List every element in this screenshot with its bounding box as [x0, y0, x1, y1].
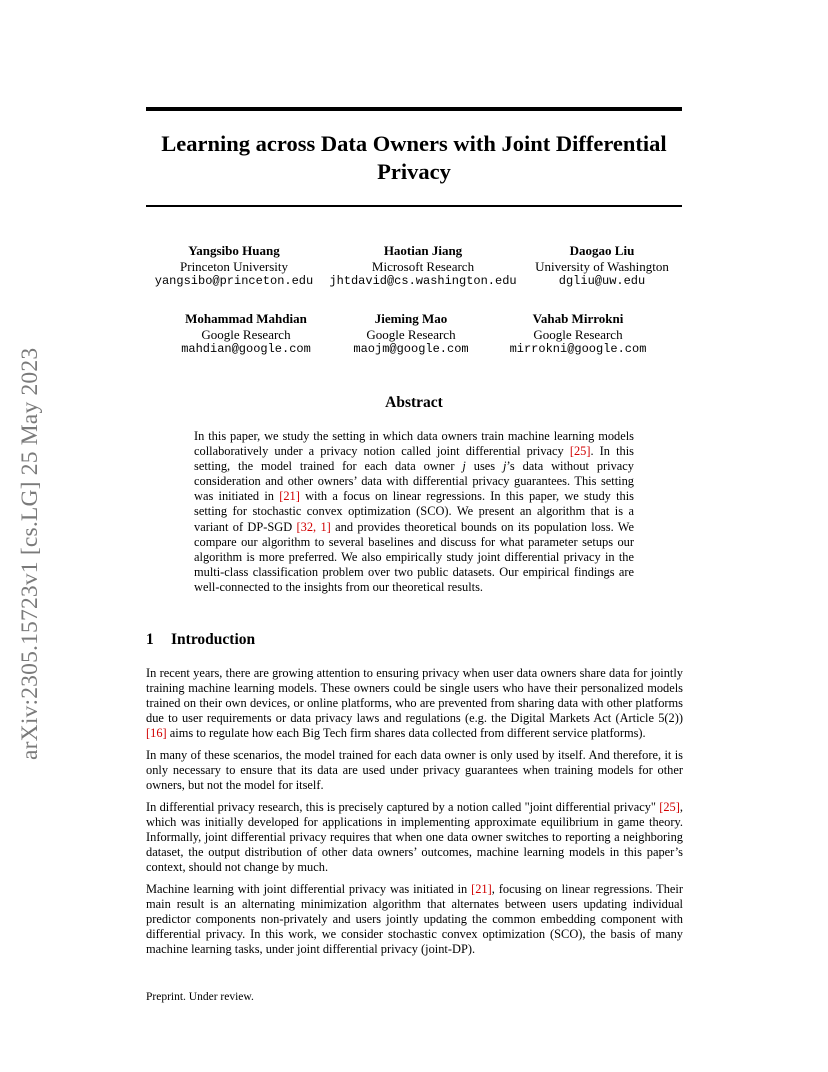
- paragraph: In many of these scenarios, the model trained for each data owner is only used by itself. And therefore, it is only necessary to ensure that its data are used under privacy guarantees when training models for other owners, but not the model for itself.: [146, 747, 683, 793]
- title-line-2: Privacy: [377, 159, 451, 184]
- author-name: Jieming Mao: [374, 311, 448, 326]
- author-email: mahdian@google.com: [181, 342, 311, 356]
- author-email: jhtdavid@cs.washington.edu: [329, 274, 517, 288]
- abstract-text: In this paper, we study the setting in which data owners train machine learning models collaboratively under a privacy notion called joint differential privacy [25]. In this setting, the model trained for each data owner j uses j’s data without privacy consideration and other owners’ data with differential privacy guarantees. This setting was initiated in [21] with a focus on linear regressions. In this paper, we study this setting for stochastic convex optimization (SCO). We present an algorithm that is a variant of DP-SGD [32, 1] and provides theoretical bounds on its population loss. We compare our algorithm to several baselines and discuss for what parameter setups our algorithm is more preferred. We also empirically study joint differential privacy in the multi-class classification problem over two public datasets. Our empirical findings are well-connected to the insights from our theoretical results.: [194, 429, 634, 594]
- title-rule: [146, 205, 682, 207]
- paper-title: [146, 130, 682, 186]
- citation-link[interactable]: [16]: [146, 726, 167, 741]
- author-affiliation: University of Washington: [535, 258, 669, 274]
- section-body: [146, 666, 683, 964]
- author-name: Daogao Liu: [569, 243, 635, 258]
- section-title: Introduction: [171, 631, 256, 648]
- author-email: maojm@google.com: [353, 342, 469, 356]
- author-block: [502, 243, 702, 290]
- author-name: Haotian Jiang: [383, 243, 463, 258]
- citation-link[interactable]: [21]: [279, 489, 300, 504]
- author-affiliation: Google Research: [201, 326, 291, 342]
- arxiv-identifier: arXiv:2305.15723v1 [cs.LG] 25 May 2023: [17, 347, 43, 760]
- author-name: Vahab Mirrokni: [532, 311, 624, 326]
- author-affiliation: Google Research: [533, 326, 623, 342]
- author-block: [478, 311, 678, 358]
- section-heading: [146, 631, 255, 649]
- author-email: dgliu@uw.edu: [558, 274, 646, 288]
- citation-link[interactable]: [25]: [659, 799, 680, 814]
- author-block: [323, 243, 523, 290]
- author-email: mirrokni@google.com: [509, 342, 647, 356]
- top-rule: [146, 107, 682, 111]
- citation-link[interactable]: [21]: [471, 881, 492, 896]
- paragraph: In differential privacy research, this is precisely captured by a notion called "joint differential privacy" [25], which was initially developed for applications in implementing approximate equilibrium in game theory. Informally, joint differential privacy requires that when one data owner switches to reporting a neighboring dataset, the output distribution of other data owners’ outcomes, machine learning models in this paper’s context, should not change by much.: [146, 799, 683, 875]
- author-affiliation: Princeton University: [180, 258, 288, 274]
- footer-note: Preprint. Under review.: [146, 991, 254, 1003]
- citation-link[interactable]: [32, 1]: [296, 519, 331, 534]
- paragraph: Machine learning with joint differential privacy was initiated in [21], focusing on linear regressions. Their main result is an alternating minimization algorithm that alternates between users updating individual predictor components non-privately and users jointly updating the common embedding component with differential privacy. In this work, we consider stochastic convex optimization (SCO), the basis of many machine learning tasks, under joint differential privacy (joint-DP).: [146, 881, 683, 957]
- section-number: 1: [146, 631, 154, 648]
- author-affiliation: Google Research: [366, 326, 456, 342]
- title-line-1: Learning across Data Owners with Joint Differential: [161, 131, 667, 156]
- author-name: Yangsibo Huang: [188, 243, 280, 258]
- author-block: [134, 243, 334, 290]
- citation-link[interactable]: [25]: [569, 444, 591, 459]
- abstract-heading: Abstract: [385, 394, 443, 411]
- author-email: yangsibo@princeton.edu: [154, 274, 314, 288]
- author-name: Mohammad Mahdian: [185, 311, 307, 326]
- author-affiliation: Microsoft Research: [371, 258, 475, 274]
- paragraph: In recent years, there are growing attention to ensuring privacy when user data owners share data for jointly training machine learning models. These owners could be single users who have their personalized models trained on their own devices, or online platforms, who are prevented from sharing data with other platforms due to user requirements or data privacy laws and regulations (e.g. the Digital Markets Act (Article 5(2)) [16] aims to regulate how each Big Tech firm shares data collected from different service platforms).: [146, 666, 683, 741]
